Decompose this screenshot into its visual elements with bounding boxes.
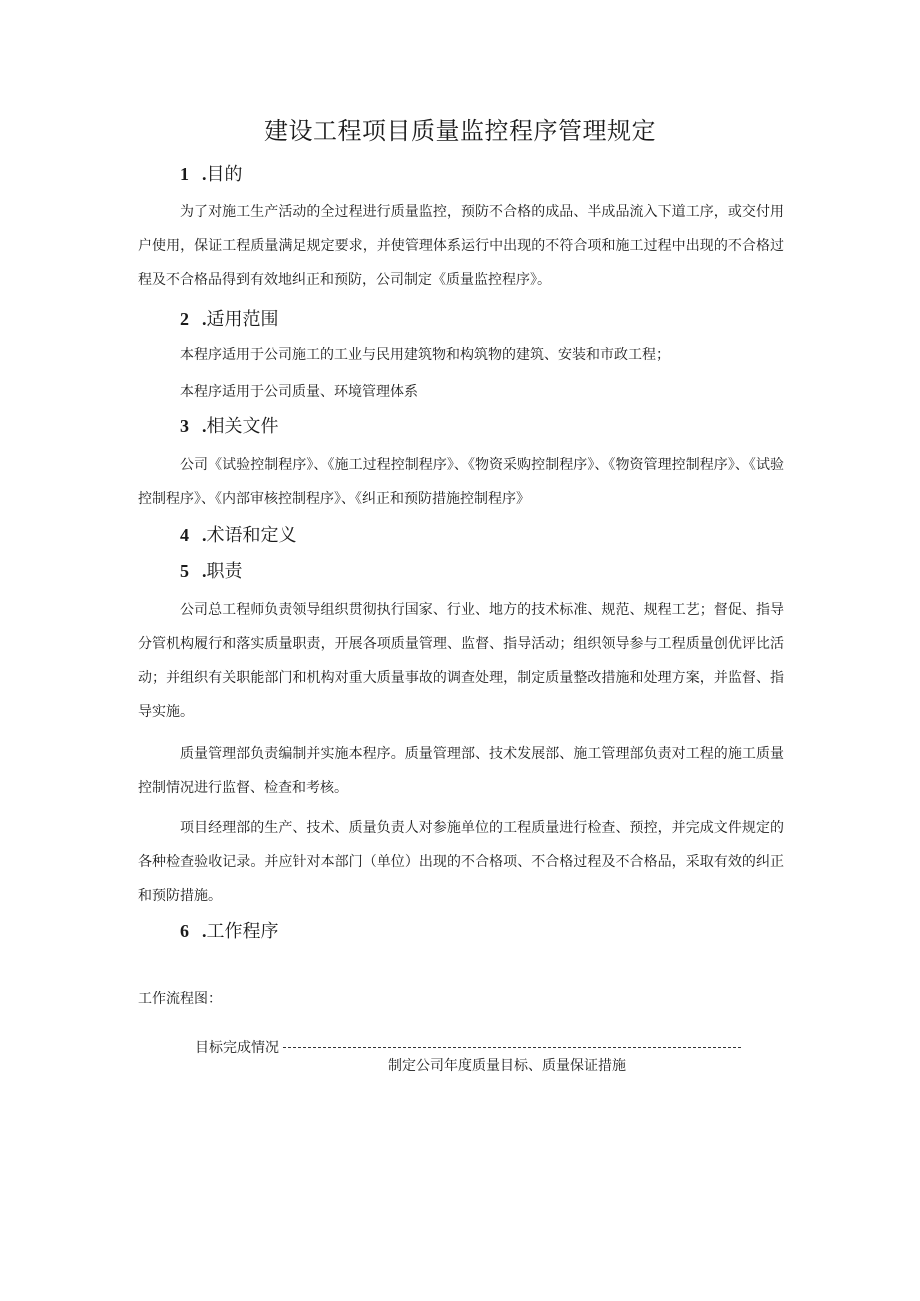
section1-paragraph: 为了对施工生产活动的全过程进行质量监控，预防不合格的成品、半成品流入下道工序，或交付用户使用，保证工程质量满足规定要求，并使管理体系运行中出现的不符合项和施工过程中出现的不合格过程及不合格品得到有效地纠正和预防，公司制定《质量监控程序》。 [138, 204, 784, 288]
flowchart-step-1: 制定公司年度质量目标、质量保证措施 [388, 1058, 626, 1074]
flowchart-label: 工作流程图： [138, 991, 222, 1007]
section3-paragraph: 公司《试验控制程序》、《施工过程控制程序》、《物资采购控制程序》、《物资管理控制程序》、《试验控制程序》、《内部审核控制程序》、《纠正和预防措施控制程序》 [138, 457, 784, 507]
section-heading-3 [180, 413, 279, 440]
document-title: 建设工程项目质量监控程序管理规定 [264, 117, 656, 145]
section-dot: . [202, 309, 207, 329]
section2-line-2: 本程序适用于公司质量、环境管理体系 [180, 384, 418, 400]
section-title: 目的 [206, 164, 243, 185]
section-title: 术语和定义 [206, 525, 297, 546]
section-dot: . [202, 525, 207, 545]
section-title: 适用范围 [206, 309, 279, 330]
section-number: 6 [180, 921, 189, 941]
section-heading-4 [180, 522, 297, 549]
section-heading-1 [180, 161, 243, 188]
section2-line-1: 本程序适用于公司施工的工业与民用建筑物和构筑物的建筑、安装和市政工程； [180, 347, 670, 363]
section-number: 4 [180, 525, 189, 545]
section5-paragraph-2: 质量管理部负责编制并实施本程序。质量管理部、技术发展部、施工管理部负责对工程的施工质量控制情况进行监督、检查和考核。 [138, 746, 784, 796]
section-number: 3 [180, 416, 189, 436]
section-number: 5 [180, 561, 189, 581]
section-dot: . [202, 416, 207, 436]
section-number: 2 [180, 309, 189, 329]
section-heading-5 [180, 558, 243, 585]
flowchart-dashed-connector [283, 1047, 741, 1048]
section-title: 职责 [206, 561, 243, 582]
flowchart-start-label: 目标完成情况 [195, 1040, 279, 1056]
section5-paragraph-1: 公司总工程师负责领导组织贯彻执行国家、行业、地方的技术标准、规范、规程工艺；督促、指导分管机构履行和落实质量职责，开展各项质量管理、监督、指导活动；组织领导参与工程质量创优评比活动；并组织有关职能部门和机构对重大质量事故的调查处理，制定质量整改措施和处理方案，并监督、指导实施。 [138, 602, 784, 720]
section5-paragraph-3: 项目经理部的生产、技术、质量负责人对参施单位的工程质量进行检查、预控，并完成文件规定的各种检查验收记录。并应针对本部门（单位）出现的不合格项、不合格过程及不合格品，采取有效的纠正和预防措施。 [138, 820, 784, 904]
section-dot: . [202, 561, 207, 581]
section-number: 1 [180, 164, 189, 184]
section-title: 相关文件 [206, 416, 279, 437]
section-title: 工作程序 [206, 921, 279, 942]
section-dot: . [202, 164, 207, 184]
section-heading-2 [180, 306, 279, 333]
flowchart-start-row [195, 1037, 741, 1057]
section-dot: . [202, 921, 207, 941]
section-heading-6 [180, 918, 279, 945]
